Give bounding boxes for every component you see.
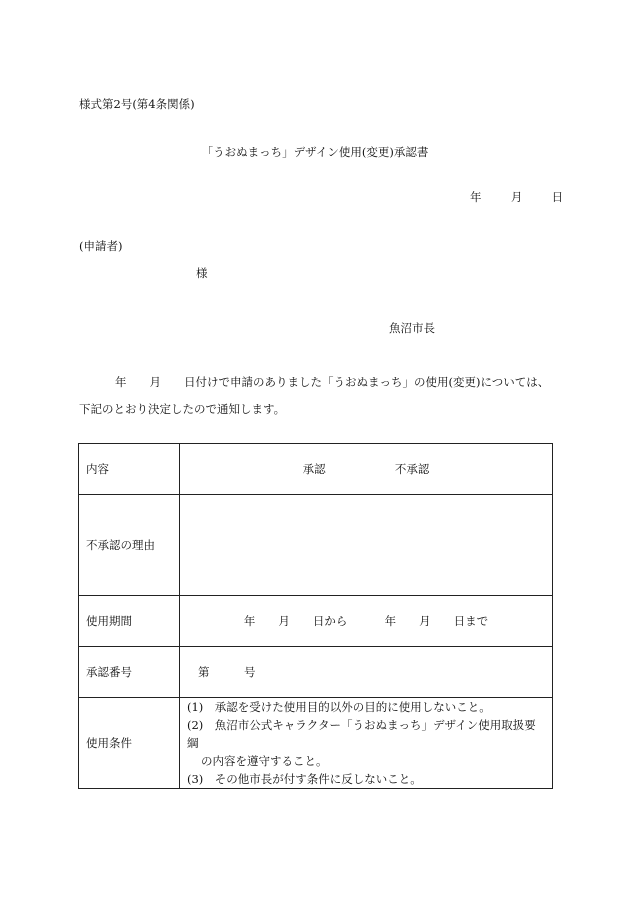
period-from: 年 月 日から bbox=[243, 614, 348, 628]
rejection-reason-field bbox=[180, 495, 553, 596]
date-day: 日 bbox=[551, 190, 564, 204]
table-row-rejection-reason bbox=[79, 495, 553, 596]
notice-body-line-2: 下記のとおり決定したので通知します。 bbox=[79, 402, 286, 416]
option-not-approved: 不承認 bbox=[394, 462, 430, 476]
table-row-approval-number bbox=[79, 647, 553, 698]
usage-period-value bbox=[180, 596, 553, 647]
approval-options bbox=[180, 444, 553, 495]
date-year: 年 bbox=[470, 190, 482, 204]
notice-body-line-1: 年 月 日付けで申請のありました「うおぬまっち」の使用(変更)については、 bbox=[115, 375, 550, 389]
date-month: 月 bbox=[510, 190, 523, 204]
form-number: 様式第2号(第4条関係) bbox=[79, 97, 195, 111]
option-approved: 承認 bbox=[302, 462, 326, 476]
document-title: 「うおぬまっち」デザイン使用(変更)承認書 bbox=[201, 145, 429, 159]
approval-table bbox=[78, 443, 553, 789]
applicant-honorific: 様 bbox=[196, 266, 208, 280]
condition-2: (2) 魚沼市公式キャラクター「うおぬまっち」デザイン使用取扱要綱 bbox=[187, 718, 536, 750]
issuer-name: 魚沼市長 bbox=[389, 321, 435, 335]
condition-3: (3) その他市長が付す条件に反しないこと。 bbox=[187, 772, 422, 786]
row-label-conditions: 使用条件 bbox=[79, 698, 180, 789]
row-label-usage-period: 使用期間 bbox=[79, 596, 180, 647]
table-row-conditions bbox=[79, 698, 553, 789]
condition-1: (1) 承認を受けた使用目的以外の目的に使用しないこと。 bbox=[187, 700, 491, 714]
approval-number-value: 第 号 bbox=[180, 647, 553, 698]
issue-date bbox=[470, 189, 563, 205]
table-row-usage-period bbox=[79, 596, 553, 647]
table-row-content bbox=[79, 444, 553, 495]
period-to: 年 月 日まで bbox=[384, 614, 489, 628]
applicant-label: (申請者) bbox=[79, 239, 123, 253]
condition-2-continued: の内容を遵守すること。 bbox=[201, 754, 328, 768]
row-label-approval-number: 承認番号 bbox=[79, 647, 180, 698]
conditions-list bbox=[180, 698, 553, 789]
row-label-content: 内容 bbox=[79, 444, 180, 495]
row-label-rejection-reason: 不承認の理由 bbox=[79, 495, 180, 596]
